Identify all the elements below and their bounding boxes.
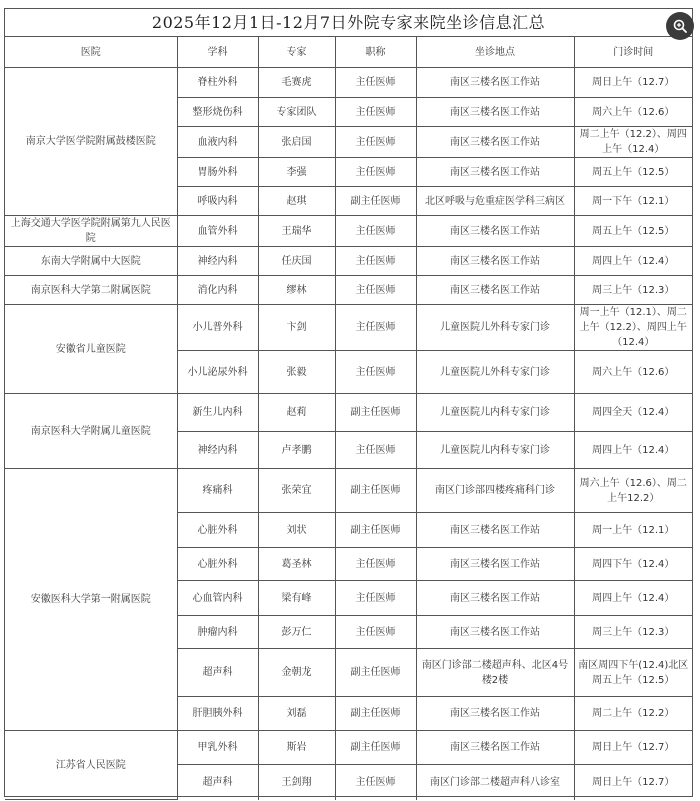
department-cell: 血液内科 <box>177 127 258 158</box>
table-row <box>5 469 692 513</box>
hospital-cell: 南京大学医学院附属鼓楼医院 <box>5 68 177 216</box>
title-cell: 副主任医师 <box>335 697 416 731</box>
expert-cell: 毛赛虎 <box>258 68 335 98</box>
title-cell: 主任医师 <box>335 616 416 649</box>
expert-cell: 专家团队 <box>258 98 335 127</box>
expert-cell: 刘磊 <box>258 697 335 731</box>
location-cell: 南区三楼名医工作站 <box>416 127 574 158</box>
time-cell: 周六上午（12.6）、周二上午12.2） <box>574 469 692 513</box>
table-row <box>5 305 692 351</box>
expert-cell: 李强 <box>258 158 335 187</box>
table-row <box>5 247 692 276</box>
department-cell: 肝胆胰外科 <box>177 697 258 731</box>
magnifier-icon <box>672 18 688 34</box>
title-cell: 主任医师 <box>335 432 416 469</box>
time-cell: 周一上午（12.1）、周二上午（12.2）、周四上午（12.4） <box>574 305 692 351</box>
department-cell: 心脏外科 <box>177 513 258 548</box>
hospital-cell: 江苏省人民医院 <box>5 731 177 800</box>
table-row <box>5 68 692 98</box>
time-cell: 周日上午（12.7） <box>574 731 692 765</box>
expert-cell: 王剑翔 <box>258 765 335 800</box>
location-cell: 南区三楼名医工作站 <box>416 68 574 98</box>
department-cell: 消化内科 <box>177 276 258 305</box>
location-cell: 南区三楼名医工作站 <box>416 276 574 305</box>
time-cell: 南区周四下午(12.4)北区周五上午（12.5） <box>574 649 692 697</box>
title-cell: 主任医师 <box>335 581 416 616</box>
hospital-cell: 安徽医科大学第一附属医院 <box>5 469 177 731</box>
header-location: 坐诊地点 <box>416 37 574 68</box>
expert-cell: 葛圣林 <box>258 548 335 581</box>
page-title: 2025年12月1日-12月7日外院专家来院坐诊信息汇总 <box>5 9 692 37</box>
expert-cell: 斯岩 <box>258 731 335 765</box>
department-cell: 甲乳外科 <box>177 731 258 765</box>
expert-cell: 赵莉 <box>258 394 335 432</box>
header-expert: 专家 <box>258 37 335 68</box>
title-cell: 主任医师 <box>335 158 416 187</box>
location-cell: 南区门诊部四楼疼痛科门诊 <box>416 469 574 513</box>
hospital-cell: 安徽省儿童医院 <box>5 305 177 394</box>
title-cell: 主任医师 <box>335 276 416 305</box>
department-cell: 血管外科 <box>177 216 258 247</box>
expert-cell: 任庆国 <box>258 247 335 276</box>
table-row <box>5 276 692 305</box>
location-cell: 南区三楼名医工作站 <box>416 697 574 731</box>
location-cell: 南区门诊部二楼超声科八诊室 <box>416 765 574 800</box>
location-cell: 南区三楼名医工作站 <box>416 616 574 649</box>
location-cell: 南区三楼名医工作站 <box>416 247 574 276</box>
title-cell: 副主任医师 <box>335 731 416 765</box>
table-row <box>5 394 692 432</box>
hospital-cell: 南京医科大学第二附属医院 <box>5 276 177 305</box>
expert-cell: 梁有峰 <box>258 581 335 616</box>
table-row <box>5 216 692 247</box>
expert-cell: 张荣宜 <box>258 469 335 513</box>
time-cell: 周五上午（12.5） <box>574 158 692 187</box>
department-cell: 心脏外科 <box>177 548 258 581</box>
time-cell: 周日上午（12.7） <box>574 765 692 800</box>
header-row <box>5 37 692 68</box>
department-cell: 小儿泌尿外科 <box>177 351 258 394</box>
title-cell: 副主任医师 <box>335 394 416 432</box>
title-cell: 主任医师 <box>335 765 416 800</box>
title-cell: 副主任医师 <box>335 187 416 216</box>
department-cell: 整形烧伤科 <box>177 98 258 127</box>
department-cell: 小儿普外科 <box>177 305 258 351</box>
zoom-button[interactable] <box>666 12 694 40</box>
header-title: 职称 <box>335 37 416 68</box>
expert-cell: 张毅 <box>258 351 335 394</box>
location-cell: 南区三楼名医工作站 <box>416 158 574 187</box>
location-cell: 南区三楼名医工作站 <box>416 581 574 616</box>
title-cell: 主任医师 <box>335 98 416 127</box>
title-cell: 主任医师 <box>335 216 416 247</box>
expert-cell: 金朝龙 <box>258 649 335 697</box>
time-cell: 周四下午（12.4） <box>574 548 692 581</box>
department-cell: 呼吸内科 <box>177 187 258 216</box>
time-cell: 周一上午（12.1） <box>574 513 692 548</box>
title-cell: 副主任医师 <box>335 649 416 697</box>
hospital-cell: 东南大学附属中大医院 <box>5 247 177 276</box>
time-cell: 周四上午（12.4） <box>574 581 692 616</box>
location-cell: 南区门诊部二楼超声科、北区4号楼2楼 <box>416 649 574 697</box>
department-cell: 新生儿内科 <box>177 394 258 432</box>
expert-cell: 张启国 <box>258 127 335 158</box>
expert-cell: 彭万仁 <box>258 616 335 649</box>
title-cell: 副主任医师 <box>335 469 416 513</box>
location-cell: 儿童医院儿外科专家门诊 <box>416 305 574 351</box>
location-cell: 儿童医院儿内科专家门诊 <box>416 394 574 432</box>
header-hospital: 医院 <box>5 37 177 68</box>
time-cell: 周五上午（12.5） <box>574 216 692 247</box>
time-cell: 周六上午（12.6） <box>574 351 692 394</box>
schedule-sheet <box>4 8 693 797</box>
table-row <box>5 731 692 765</box>
expert-cell: 卞剑 <box>258 305 335 351</box>
time-cell: 周二上午（12.2） <box>574 697 692 731</box>
expert-cell: 刘状 <box>258 513 335 548</box>
department-cell: 心血管内科 <box>177 581 258 616</box>
time-cell: 周四上午（12.4） <box>574 247 692 276</box>
header-time: 门诊时间 <box>574 37 692 68</box>
time-cell: 周二上午（12.2）、周四上午（12.4） <box>574 127 692 158</box>
department-cell: 超声科 <box>177 649 258 697</box>
department-cell: 疼痛科 <box>177 469 258 513</box>
time-cell: 周三上午（12.3） <box>574 616 692 649</box>
location-cell: 南区三楼名医工作站 <box>416 216 574 247</box>
expert-cell: 王瑞华 <box>258 216 335 247</box>
time-cell: 周四全天（12.4） <box>574 394 692 432</box>
expert-cell: 卢孝鹏 <box>258 432 335 469</box>
time-cell: 周一下午（12.1） <box>574 187 692 216</box>
time-cell: 周四上午（12.4） <box>574 432 692 469</box>
department-cell: 脊柱外科 <box>177 68 258 98</box>
expert-cell: 缪林 <box>258 276 335 305</box>
location-cell: 南区三楼名医工作站 <box>416 548 574 581</box>
title-cell: 主任医师 <box>335 305 416 351</box>
header-department: 学科 <box>177 37 258 68</box>
title-cell: 主任医师 <box>335 548 416 581</box>
department-cell: 神经内科 <box>177 432 258 469</box>
time-cell: 周六上午（12.6） <box>574 98 692 127</box>
department-cell: 超声科 <box>177 765 258 800</box>
location-cell: 南区三楼名医工作站 <box>416 731 574 765</box>
location-cell: 儿童医院儿外科专家门诊 <box>416 351 574 394</box>
hospital-cell: 南京医科大学附属儿童医院 <box>5 394 177 469</box>
schedule-table <box>5 37 692 800</box>
department-cell: 胃肠外科 <box>177 158 258 187</box>
title-cell: 副主任医师 <box>335 513 416 548</box>
title-cell: 主任医师 <box>335 247 416 276</box>
title-cell: 主任医师 <box>335 127 416 158</box>
department-cell: 肿瘤内科 <box>177 616 258 649</box>
location-cell: 北区呼吸与危重症医学科三病区 <box>416 187 574 216</box>
time-cell: 周日上午（12.7） <box>574 68 692 98</box>
hospital-cell: 上海交通大学医学院附属第九人民医院 <box>5 216 177 247</box>
location-cell: 儿童医院儿内科专家门诊 <box>416 432 574 469</box>
title-cell: 主任医师 <box>335 351 416 394</box>
title-cell: 主任医师 <box>335 68 416 98</box>
department-cell: 神经内科 <box>177 247 258 276</box>
time-cell: 周三上午（12.3） <box>574 276 692 305</box>
expert-cell: 赵琪 <box>258 187 335 216</box>
location-cell: 南区三楼名医工作站 <box>416 98 574 127</box>
location-cell: 南区三楼名医工作站 <box>416 513 574 548</box>
